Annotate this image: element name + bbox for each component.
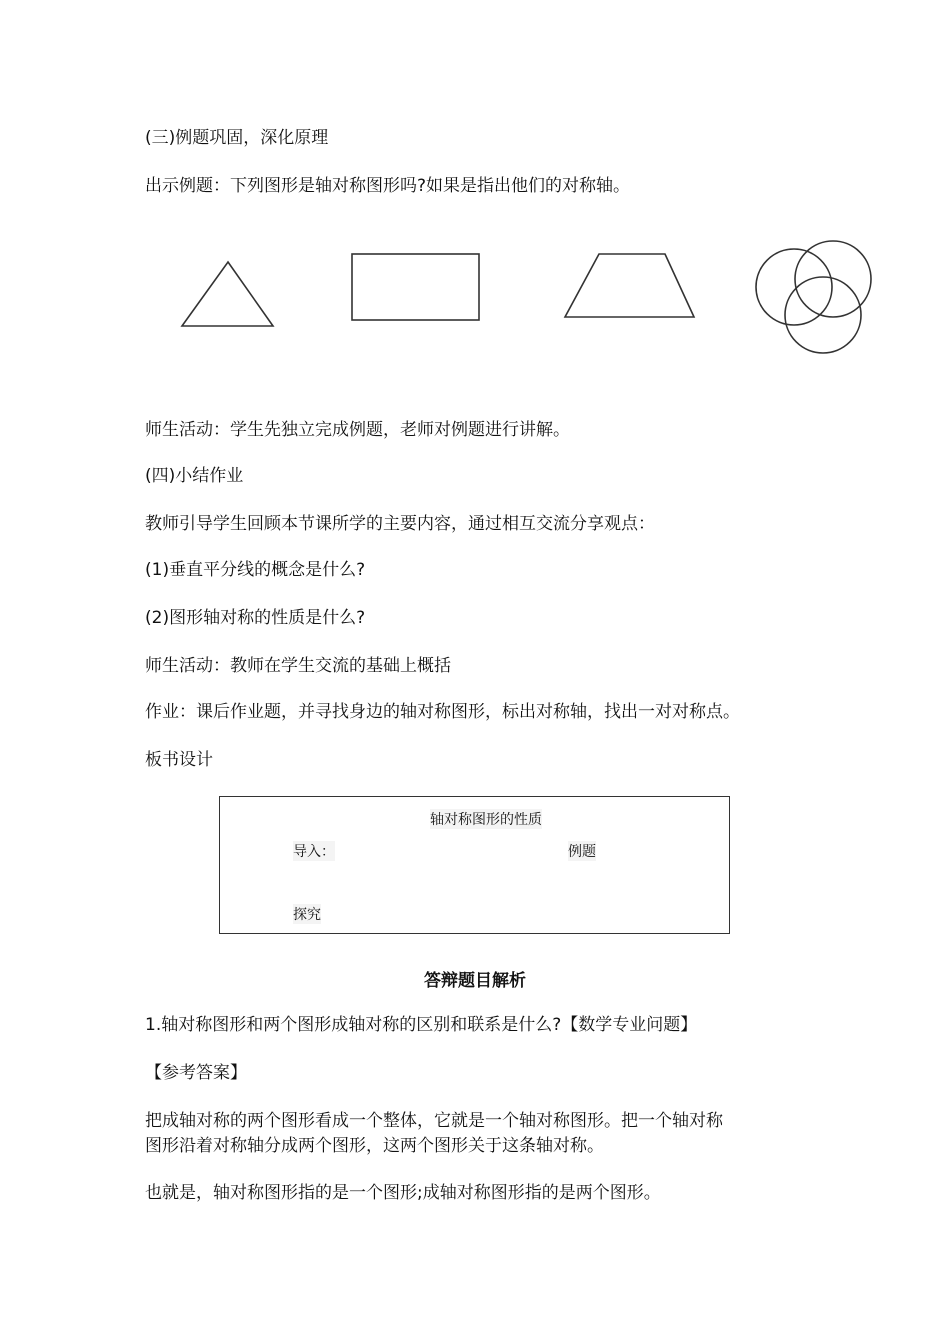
answer-section-title: 答辩题目解析 <box>424 971 526 991</box>
trapezoid-figure <box>565 254 694 317</box>
three-circles-figure <box>756 241 871 353</box>
blackboard-design <box>219 796 730 934</box>
board-design-label: 板书设计 <box>145 750 213 770</box>
qa-answer-line-1: 把成轴对称的两个图形看成一个整体，它就是一个轴对称图形。把一个轴对称 <box>145 1111 723 1131</box>
board-intro: 导入： <box>293 841 335 861</box>
review-intro: 教师引导学生回顾本节课所学的主要内容，通过相互交流分享观点： <box>145 514 655 534</box>
activity-1: 师生活动：学生先独立完成例题，老师对例题进行讲解。 <box>145 420 570 440</box>
qa-reference-label: 【参考答案】 <box>145 1063 247 1083</box>
homework: 作业：课后作业题，并寻找身边的轴对称图形，标出对称轴，找出一对对称点。 <box>145 702 740 722</box>
question-1: (1)垂直平分线的概念是什么? <box>145 560 366 580</box>
example-prompt: 出示例题：下列图形是轴对称图形吗?如果是指出他们的对称轴。 <box>145 176 631 196</box>
section-heading-4: (四)小结作业 <box>145 466 244 486</box>
qa-answer-line-2: 图形沿着对称轴分成两个图形，这两个图形关于这条轴对称。 <box>145 1136 604 1156</box>
rectangle-figure <box>352 254 479 320</box>
board-explore: 探究 <box>293 904 321 924</box>
qa-summary: 也就是，轴对称图形指的是一个图形;成轴对称图形指的是两个图形。 <box>145 1183 661 1203</box>
activity-2: 师生活动：教师在学生交流的基础上概括 <box>145 656 451 676</box>
board-example: 例题 <box>568 841 596 861</box>
board-title: 轴对称图形的性质 <box>430 809 542 829</box>
qa-question: 1.轴对称图形和两个图形成轴对称的区别和联系是什么?【数学专业问题】 <box>145 1015 698 1035</box>
section-heading-3: (三)例题巩固，深化原理 <box>145 128 329 148</box>
question-2: (2)图形轴对称的性质是什么? <box>145 608 366 628</box>
example-figures <box>0 230 950 370</box>
triangle-figure <box>182 262 273 326</box>
